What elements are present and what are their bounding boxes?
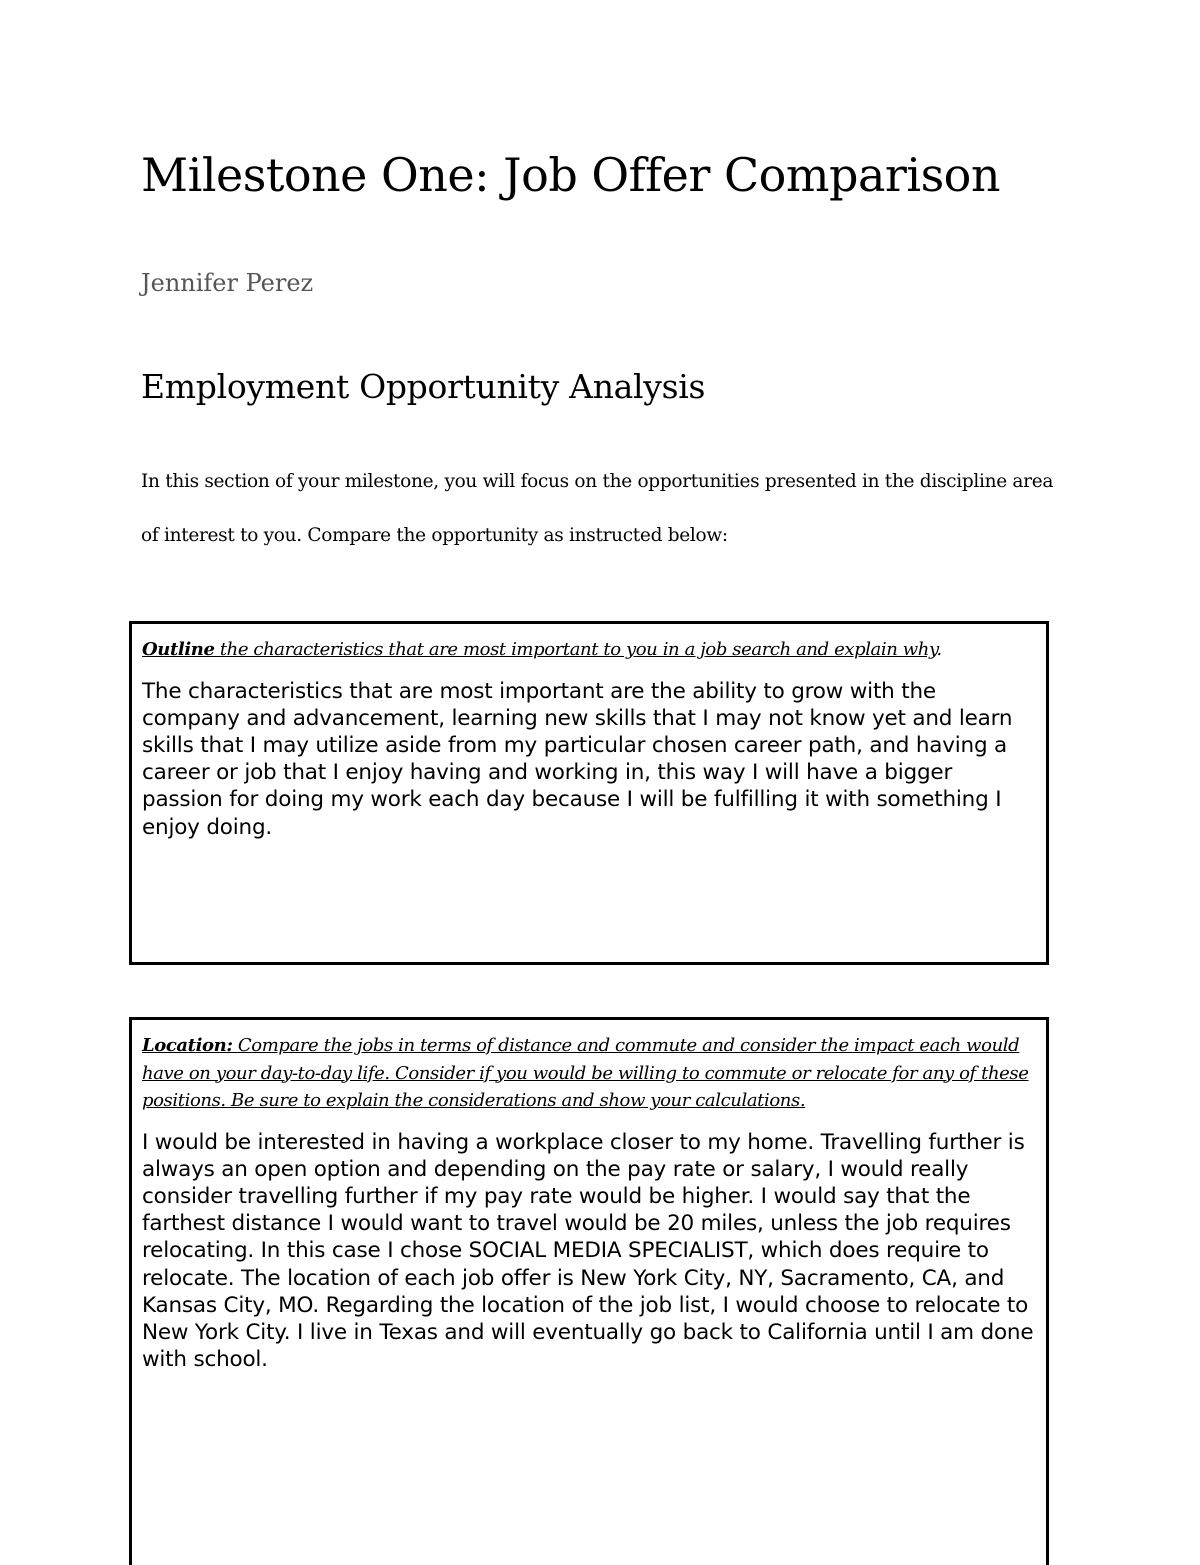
location-box	[129, 1017, 1049, 1565]
outline-prompt-text: the characteristics that are most important to you in a job search and explain why	[214, 639, 937, 660]
location-answer: I would be interested in having a workplace closer to my home. Travelling further is always an open option and depending on the pay rate or salary, I would really consider travelling further if my pay rate would be higher. I would say that the farthest distance I would want to travel would be 20 miles, unless the job requires relocating. In this case I chose SOCIAL MEDIA SPECIALIST, which does require to relocate. The location of each job offer is New York City, NY, Sacramento, CA, and Kansas City, MO. Regarding the location of the job list, I would choose to relocate to New York City. I live in Texas and will eventually go back to California until I am done with school.	[142, 1129, 1034, 1373]
intro-paragraph: In this section of your milestone, you will focus on the opportunities presented in the discipline area of interest to you. Compare the opportunity as instructed below:	[141, 471, 1054, 546]
section-heading: Employment Opportunity Analysis	[141, 367, 706, 406]
document-title: Milestone One: Job Offer Comparison	[141, 148, 1000, 202]
location-prompt	[132, 1020, 1046, 1115]
outline-answer: The characteristics that are most important are the ability to grow with the company and advancement, learning new skills that I may not know yet and learn skills that I may utilize aside from my particular chosen career path, and having a career or job that I enjoy having and working in, this way I will have a bigger passion for doing my work each day because I will be fulfilling it with something I enjoy doing.	[142, 678, 1013, 840]
outline-prompt	[132, 624, 1046, 664]
outline-box	[129, 621, 1049, 965]
outline-prompt-end: .	[936, 639, 942, 660]
location-prompt-text: Compare the jobs in terms of distance and commute and consider the impact each would have on your day-to-day life. Consider if you would be willing to commute or relocate for any of these positions. Be sure to explain the considerations and show your calculations.	[142, 1035, 1029, 1111]
location-prompt-lead: Location:	[142, 1035, 233, 1056]
outline-prompt-lead: Outline	[142, 639, 215, 660]
author-name: Jennifer Perez	[141, 269, 314, 297]
